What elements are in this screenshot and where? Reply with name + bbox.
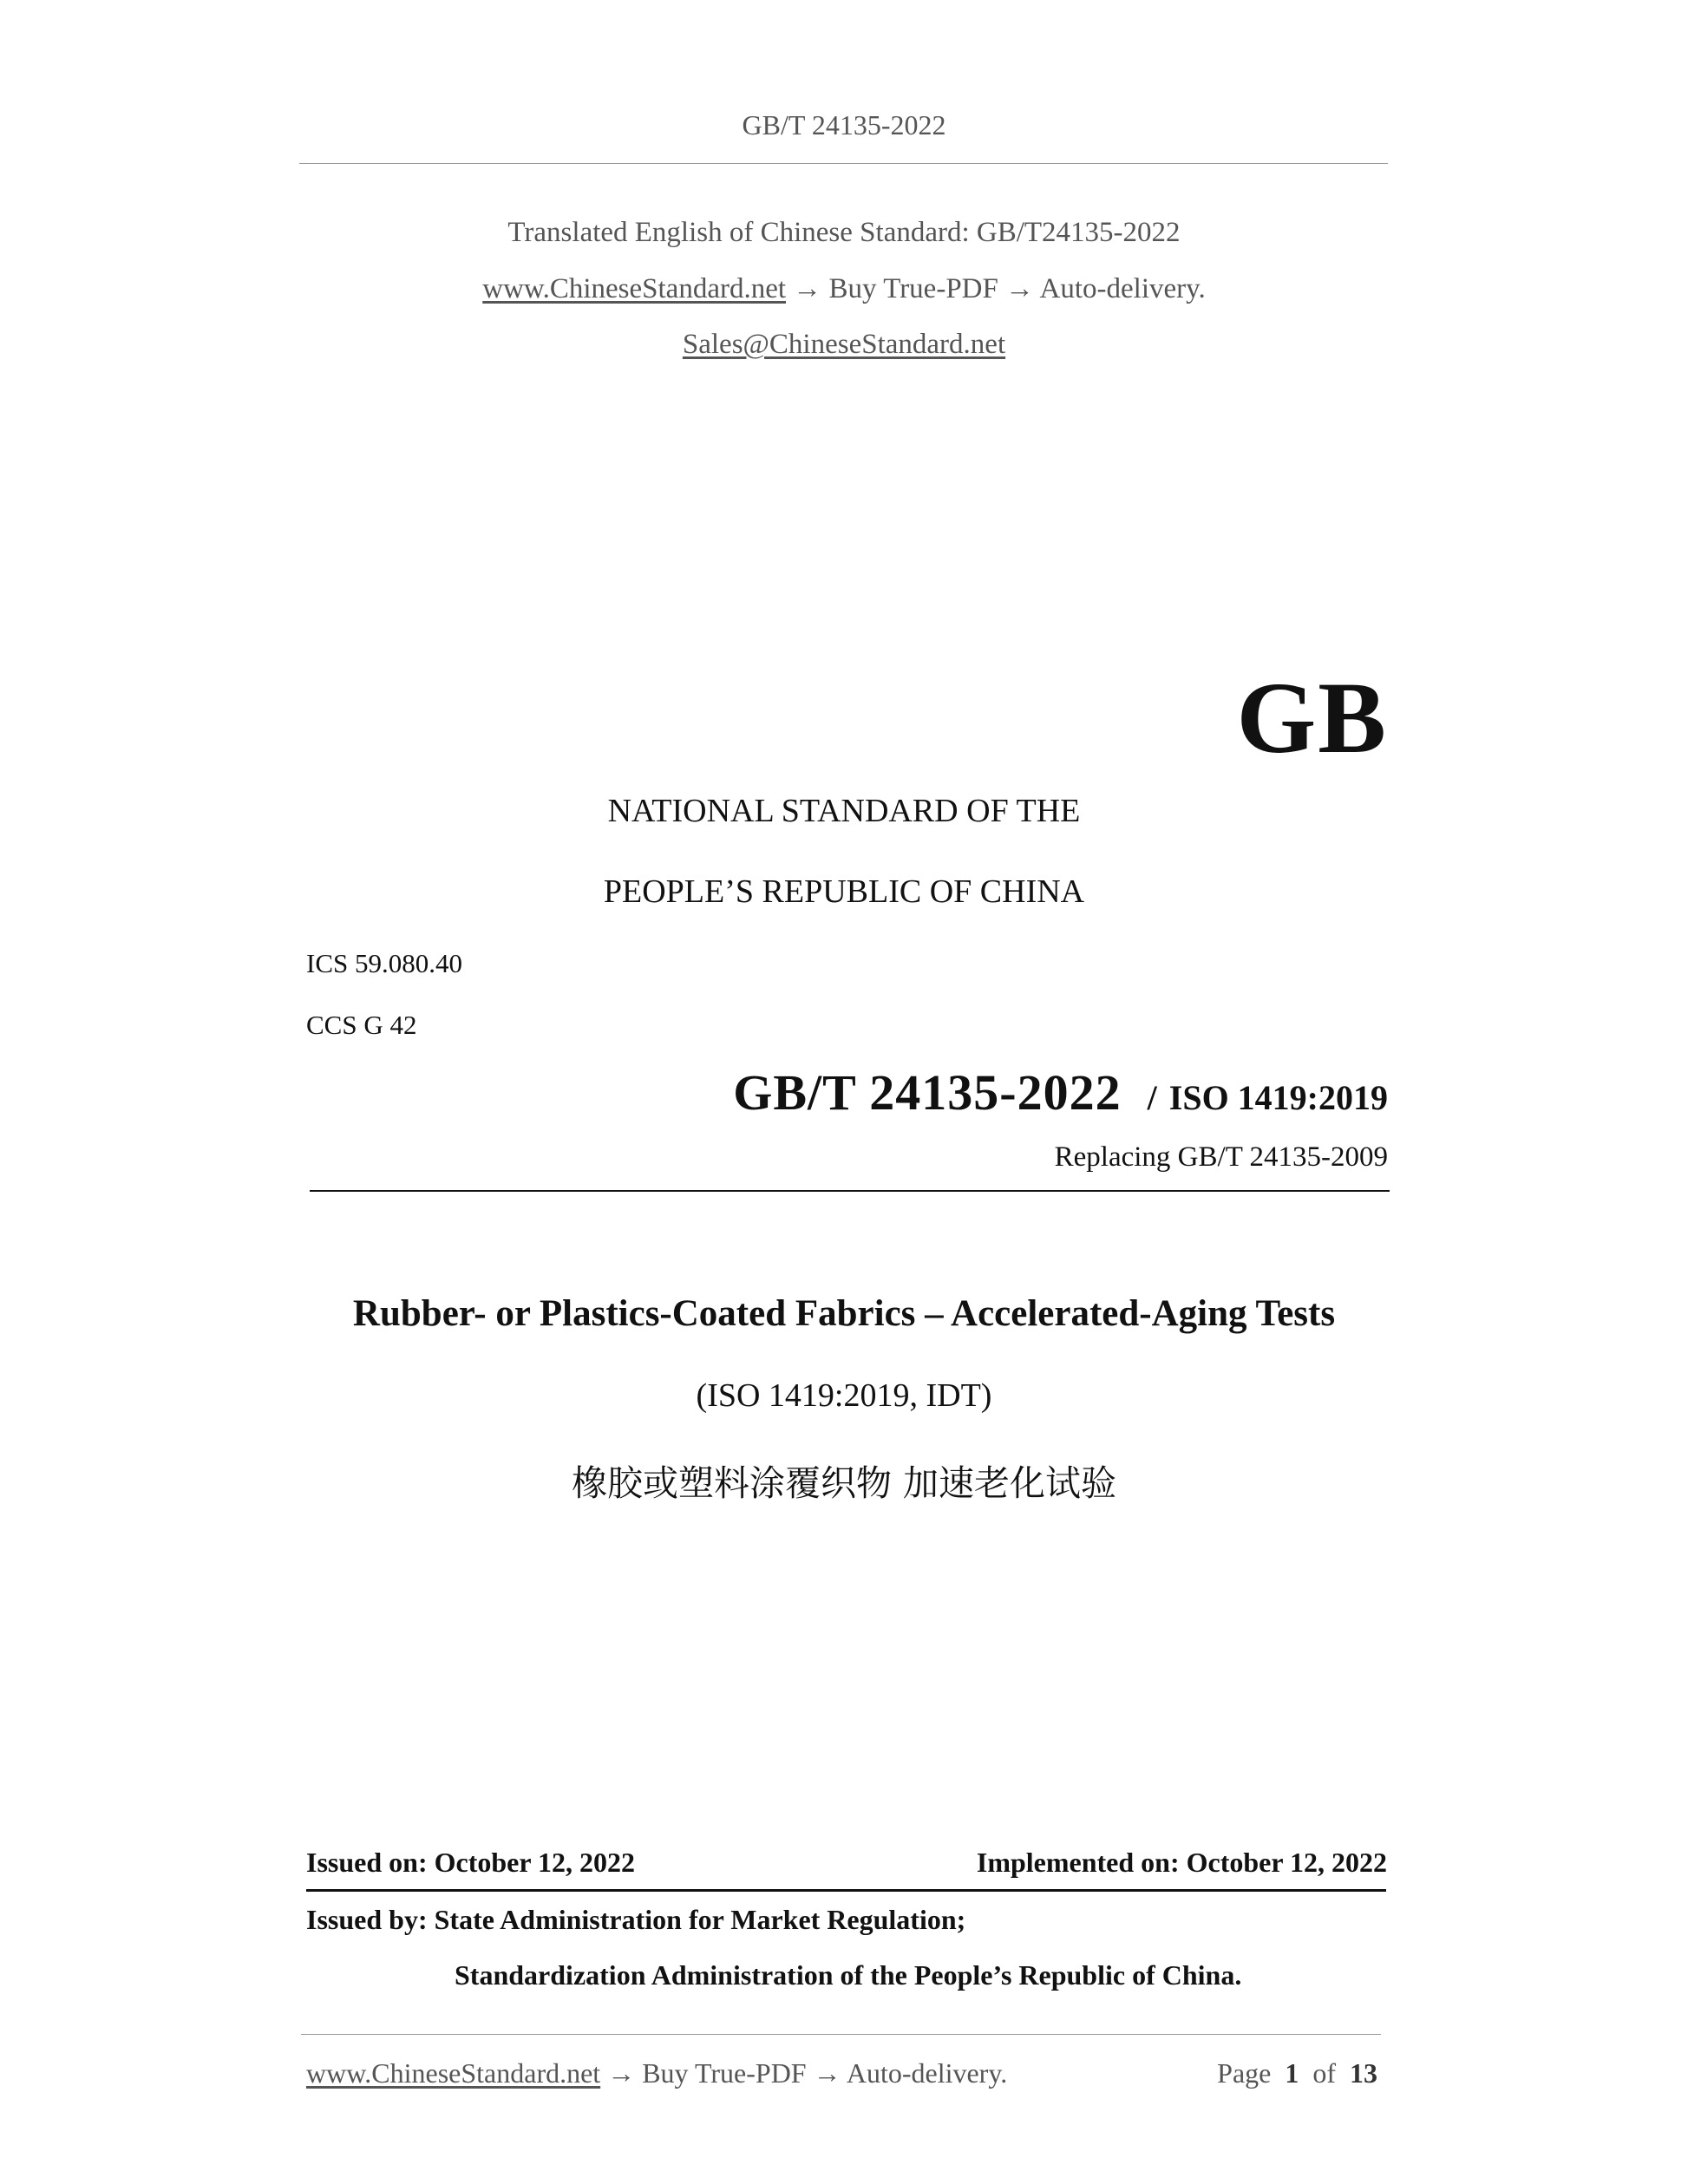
page-total: 13 [1350,2057,1377,2089]
issuance-divider [306,1889,1386,1892]
number-separator: / [1147,1078,1157,1117]
issued-on-date: Issued on: October 12, 2022 [306,1847,635,1878]
replacing-note: Replacing GB/T 24135-2009 [1054,1141,1388,1173]
footer-divider [301,2034,1381,2035]
iso-adoption: (ISO 1419:2019, IDT) [696,1377,992,1414]
ics-code: ICS 59.080.40 [306,948,462,978]
buy-text: → Buy True-PDF → Auto-delivery. [786,273,1206,304]
sales-email-link[interactable]: Sales@ChineseStandard.net [682,329,1006,360]
iso-number: ISO 1419:2019 [1168,1078,1388,1117]
standard-number [733,1063,1388,1121]
header-divider [299,163,1388,164]
national-standard-line: NATIONAL STANDARD OF THE [607,793,1081,829]
issued-by-line: Issued by: State Administration for Market Regulation; [306,1904,966,1935]
gb-number: GB/T 24135-2022 [733,1064,1122,1121]
footer-buy-line [306,2057,1007,2089]
gb-logo: GB [1236,661,1388,775]
page-label: Page [1217,2057,1272,2089]
chinese-title: 橡胶或塑料涂覆织物 加速老化试验 [571,1462,1117,1504]
page-of: of [1312,2057,1336,2089]
republic-line: PEOPLE’S REPUBLIC OF CHINA [603,873,1085,910]
ccs-code: CCS G 42 [306,1010,417,1040]
english-title: Rubber- or Plastics-Coated Fabrics – Accelerated-Aging Tests [352,1293,1336,1334]
page-indicator [1217,2057,1377,2089]
implemented-on-date: Implemented on: October 12, 2022 [976,1847,1387,1878]
title-divider [310,1190,1390,1192]
translation-notice: Translated English of Chinese Standard: GB/T24135-2022 [507,217,1181,248]
page-current: 1 [1285,2057,1299,2089]
running-header: GB/T 24135-2022 [742,109,946,141]
email-line [0,329,1688,361]
site-link[interactable]: www.ChineseStandard.net [482,273,787,304]
footer-buy-text: → Buy True-PDF → Auto-delivery. [600,2057,1008,2089]
issued-by-continuation: Standardization Administration of the People’s Republic of China. [455,1959,1242,1991]
footer-site-link[interactable]: www.ChineseStandard.net [306,2057,601,2089]
buy-line [0,273,1688,305]
